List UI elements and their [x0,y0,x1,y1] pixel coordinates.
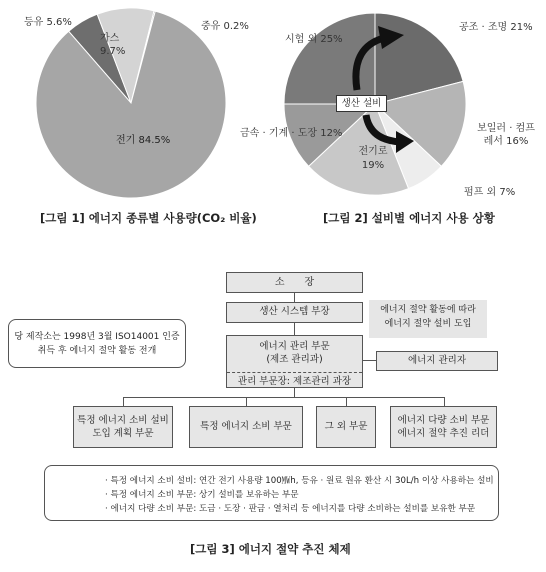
pie2-label-furnace: 전기로 19% [358,146,388,171]
pie2-center-label: 생산 설비 [336,95,387,112]
org-production-manager: 생산 시스템 부장 [226,302,363,323]
connector-line [294,323,295,335]
pie2-label-metal: 금속 · 기계 · 도장 12% [240,128,343,139]
org-director: 소 장 [226,272,363,293]
figure1-caption: [그림 1] 에너지 종류별 사용량(CO₂ 비율) [40,211,257,225]
pie2-label-pump: 펌프 외 7% [464,187,516,198]
pie2-label-boiler: 보일러 · 컴프레서 16% [477,123,535,147]
definition-note: · 에너지 다량 소비 부문: 도금 · 도장 · 판금 · 열처리 등 에너지를 다량 소비하는 설비를 보유한 부문 [105,503,476,514]
pie1-label-electricity: 전기 84.5% [116,135,171,146]
note-right [369,300,487,338]
connector-line [363,360,376,361]
connector-line [444,397,445,406]
connector-line [246,397,247,406]
dept-heavy-energy-line2: 에너지 절약 추진 리더 [397,427,490,439]
connector-line [294,293,295,302]
note-right-line2: 에너지 절약 설비 도입 [384,318,472,329]
definition-note: · 특정 에너지 소비 부문: 상기 설비를 보유하는 부문 [105,489,299,500]
pie1-label-gas: 가스 9.7% [100,33,126,57]
figure2-caption: [그림 2] 설비별 에너지 사용 상황 [323,211,495,225]
dept-equipment-planning-line2: 도입 계획 부문 [92,427,154,439]
org-energy-mgmt-title: 에너지 관리 부문 [259,341,330,352]
pie2-label-hvac: 공조 · 조명 21% [459,22,533,33]
note-left-line2: 취득 후 에너지 절약 활동 전개 [37,345,157,356]
connector-line [346,397,347,406]
org-energy-mgmt [226,335,363,388]
definition-note: · 특정 에너지 소비 설비: 연간 전기 사용량 100㎿h, 등유 · 원료 원유 환산 시 30L/h 이상 사용하는 설비 [105,476,494,486]
org-energy-manager: 에너지 관리자 [376,351,498,371]
dept-heavy-energy [390,406,497,448]
pie2-label-test: 시험 외 25% [285,34,343,45]
connector-line [294,388,295,397]
pie1-label-heavy-oil: 중유 0.2% [201,21,249,32]
org-energy-mgmt-sub: (제조 관리과) [266,353,323,365]
figure3-caption: [그림 3] 에너지 절약 추진 체제 [190,542,351,556]
dept-equipment-planning-line1: 특정 에너지 소비 설비 [77,415,169,426]
pie1-label-kerosene: 등유 5.6% [24,17,72,28]
connector-line [123,397,444,398]
connector-line [123,397,124,406]
note-left-line1: 당 제작소는 1998년 3월 ISO14001 인증 [14,332,180,342]
dept-equipment-planning [73,406,173,448]
dept-other: 그 외 부문 [316,406,376,448]
note-left [8,319,186,368]
note-right-line1: 에너지 절약 활동에 따라 [380,305,476,315]
dept-specific-energy: 특정 에너지 소비 부문 [189,406,303,448]
dept-heavy-energy-line1: 에너지 다량 소비 부문 [397,415,490,426]
org-energy-mgmt-lead: 관리 부문장: 제조관리 과장 [227,372,362,389]
definition-notes [44,465,499,521]
